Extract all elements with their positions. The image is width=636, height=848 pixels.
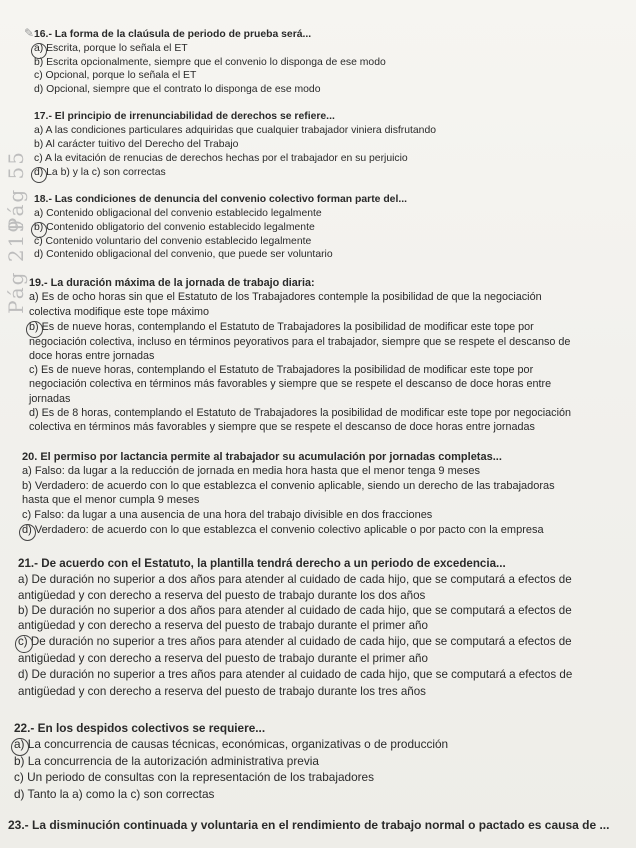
margin-note-2: Pág 219 [4, 218, 28, 314]
answer-line: c) Es de nueve horas, contemplando el Estatuto de Trabajadores la posibilidad de modificar este tope por [29, 364, 534, 377]
answer-line: c) Opcional, porque lo señala el ET [34, 70, 197, 82]
answer-line: a) De duración no superior a dos años para atender al cuidado de cada hijo, que se computará a efectos de [18, 572, 572, 586]
question-title: 21.- De acuerdo con el Estatuto, la plantilla tendrá derecho a un periodo de excedencia... [18, 556, 506, 570]
answer-line: a) La concurrencia de causas técnicas, económicas, organizativas o de producción [14, 736, 449, 751]
answer-line: d) Opcional, siempre que el contrato lo disponga de ese modo [34, 84, 321, 96]
answer-line: b) De duración no superior a dos años para atender al cuidado de cada hijo, que se computará a efectos de [18, 603, 572, 617]
answer-line: b) Escrita opcionalmente, siempre que el convenio lo disponga de ese modo [34, 57, 386, 69]
answer-line: a) Contenido obligacional del convenio establecido legalmente [34, 208, 322, 220]
question-title: 22.- En los despidos colectivos se requiere... [14, 720, 266, 735]
answer-line: d) Verdadero: de acuerdo con lo que establezca el convenio colectivo aplicable o por pacto con la empresa [22, 523, 544, 536]
answer-line: antigüedad y con derecho a reserva del puesto de trabajo durante el primer año [18, 651, 428, 665]
answer-line: hasta que el menor cumpla 9 meses [22, 493, 200, 506]
answer-line: colectiva modifique este tope máximo [29, 306, 210, 319]
question-title: 20. El permiso por lactancia permite al trabajador su acumulación por jornadas completas... [22, 450, 502, 463]
answer-line: a) Escrita, porque lo señala el ET [34, 43, 188, 55]
answer-line: b) La concurrencia de la autorización administrativa previa [14, 753, 319, 768]
answer-line: d) Es de 8 horas, contemplando el Estatuto de Trabajadores la posibilidad de modificar este tope por negociación [29, 407, 571, 420]
answer-line: c) Falso: da lugar a una ausencia de una hora del trabajo divisible en dos fracciones [22, 508, 433, 521]
answer-line: b) Verdadero: de acuerdo con lo que establezca el convenio aplicable, siendo un derecho de las trabajadoras [22, 479, 555, 492]
selected-answer-circle [26, 321, 43, 338]
answer-line: b) Al carácter tuitivo del Derecho del Trabajo [34, 139, 239, 151]
answer-line: c) A la evitación de renucias de derechos hechas por el trabajador en su perjuicio [34, 153, 408, 165]
margin-note-1: Pág 55 [4, 150, 28, 232]
selected-answer-circle [31, 167, 47, 183]
answer-line: antigüedad y con derecho a reserva del puesto de trabajo durante los dos años [18, 588, 426, 602]
selected-answer-circle [19, 524, 36, 541]
question-title: 16.- La forma de la claúsula de periodo de prueba será... [34, 29, 312, 41]
question-title: 23.- La disminución continuada y voluntaria en el rendimiento de trabajo normal o pactado es causa de ... [8, 818, 610, 833]
selected-answer-circle [11, 738, 29, 756]
answer-line: negociación colectiva, incluso en términos peyorativos para el trabajador, siempre que se respete el descanso de [29, 336, 571, 349]
answer-line: b) Contenido obligatorio del convenio establecido legalmente [34, 222, 315, 234]
answer-line: negociación colectiva en términos más favorables y siempre que se respete el descanso de doce horas entre [29, 378, 552, 391]
answer-line: doce horas entre jornadas [29, 350, 155, 363]
answer-line: d) La b) y la c) son correctas [34, 167, 166, 179]
question-title: 18.- Las condiciones de denuncia del convenio colectivo forman parte del... [34, 194, 408, 206]
answer-line: c) Contenido voluntario del convenio establecido legalmente [34, 236, 312, 248]
answer-line: d) Contenido obligacional del convenio, que puede ser voluntario [34, 249, 333, 261]
answer-line: a) Falso: da lugar a la reducción de jornada en media hora hasta que el menor tenga 9 meses [22, 464, 481, 477]
answer-line: d) Tanto la a) como la c) son correctas [14, 786, 215, 801]
selected-answer-circle [15, 635, 33, 653]
answer-line: a) Es de ocho horas sin que el Estatuto de los Trabajadores contemple la posibilidad de que la negociación [29, 291, 542, 304]
answer-line: b) Es de nueve horas, contemplando el Estatuto de Trabajadores la posibilidad de modificar este tope por [29, 321, 534, 334]
pen-mark-icon: ✎ [24, 26, 35, 40]
answer-line: jornadas [29, 393, 71, 406]
answer-line: c) De duración no superior a tres años para atender al cuidado de cada hijo, que se computará a efectos de [18, 634, 572, 648]
answer-line: a) A las condiciones particulares adquiridas que cualquier trabajador viniera disfrutando [34, 125, 437, 137]
answer-line: d) De duración no superior a tres años para atender al cuidado de cada hijo, que se computará a efectos de [18, 667, 573, 681]
answer-line: c) Un periodo de consultas con la representación de los trabajadores [14, 769, 375, 784]
answer-line: antigüedad y con derecho a reserva del puesto de trabajo durante los tres años [18, 684, 426, 698]
answer-line: antigüedad y con derecho a reserva del puesto de trabajo durante el primer año [18, 618, 428, 632]
question-title: 17.- El principio de irrenunciabilidad de derechos se refiere... [34, 111, 335, 123]
question-title: 19.- La duración máxima de la jornada de trabajo diaria: [29, 277, 315, 290]
answer-line: colectiva en términos más favorables y siempre que se respete el descanso de doce horas entre jornadas [29, 421, 535, 434]
